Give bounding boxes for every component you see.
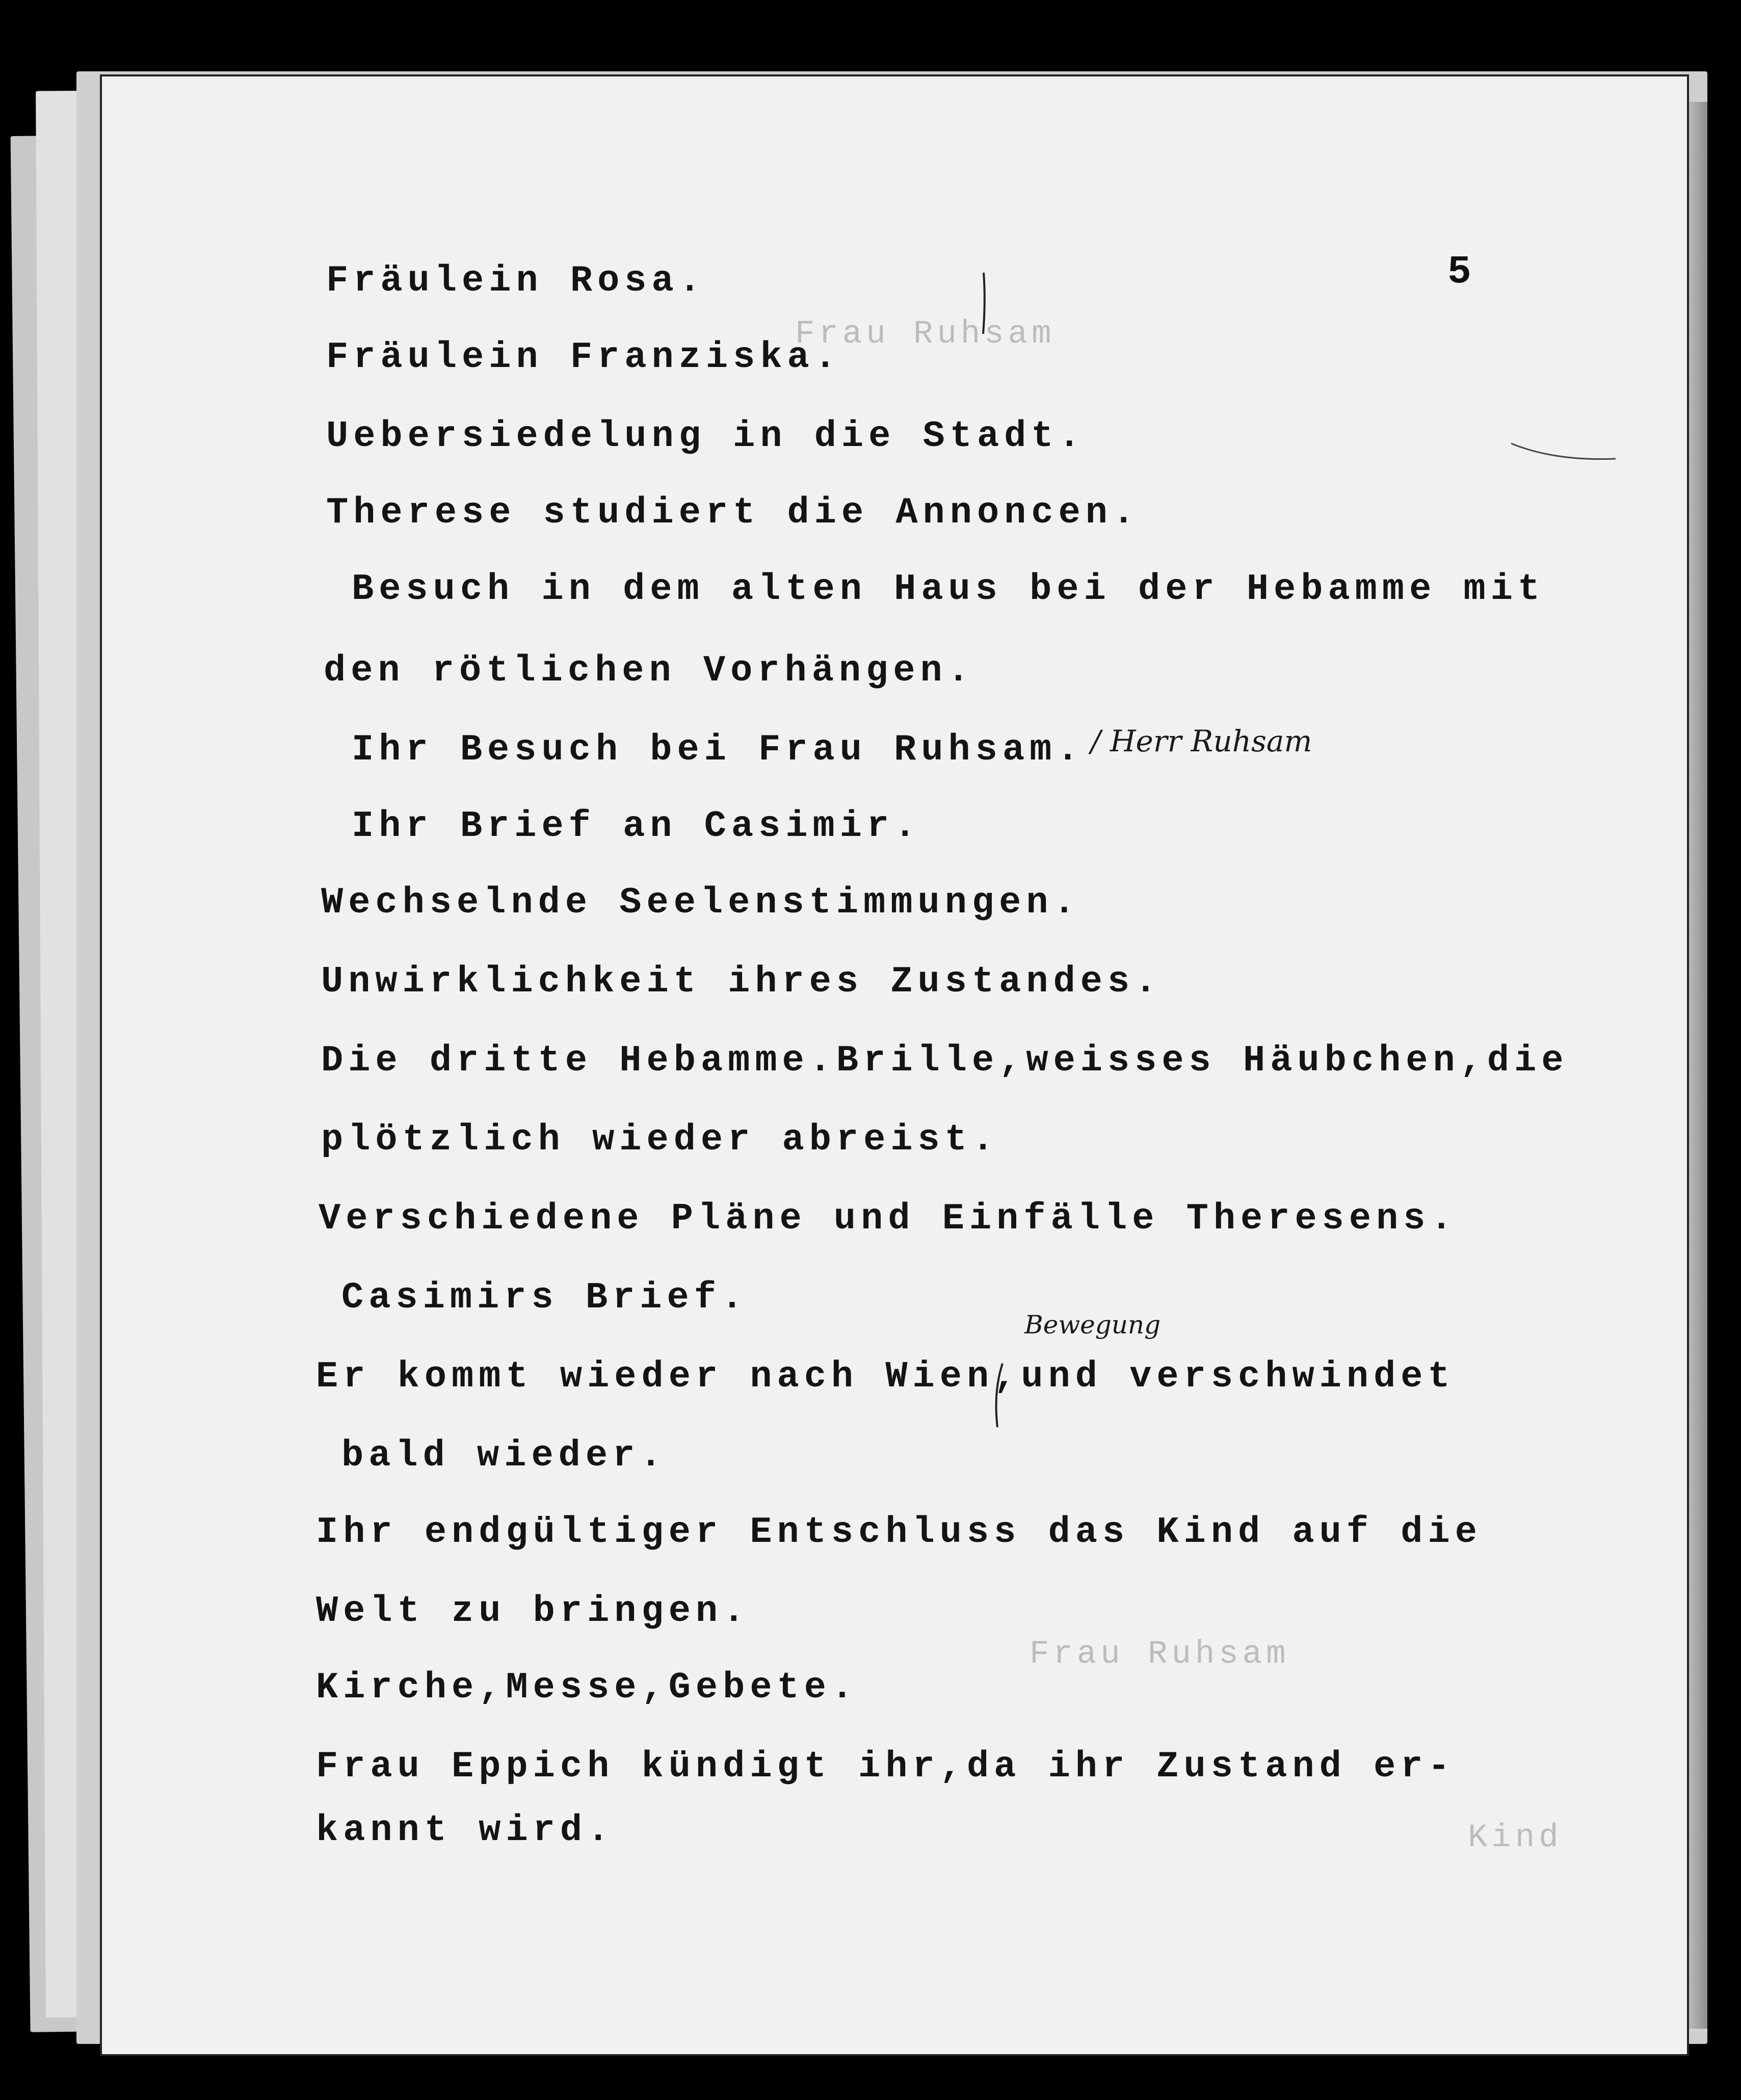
typed-line: Ihr Brief an Casimir. bbox=[352, 805, 921, 847]
typed-line: den rötlichen Vorhängen. bbox=[324, 650, 974, 692]
typed-line: Unwirklichkeit ihres Zustandes. bbox=[321, 961, 1162, 1003]
typescript-page bbox=[102, 76, 1687, 2054]
paper-edge bbox=[1687, 102, 1707, 2029]
typed-line: Wechselnde Seelenstimmungen. bbox=[321, 882, 1080, 924]
pencil-mark bbox=[1509, 433, 1621, 464]
typed-line: Uebersiedelung in die Stadt. bbox=[326, 415, 1086, 457]
typed-line: Die dritte Hebamme.Brille,weisses Häubchen,die bbox=[321, 1040, 1569, 1082]
typed-line: Welt zu bringen. bbox=[316, 1590, 750, 1632]
show-through-text: Kind bbox=[1468, 1820, 1563, 1856]
typed-line: bald wieder. bbox=[341, 1435, 667, 1477]
pencil-mark bbox=[979, 270, 989, 336]
typed-line: Kirche,Messe,Gebete. bbox=[316, 1667, 859, 1709]
typed-line: plötzlich wieder abreist. bbox=[321, 1119, 999, 1161]
typed-line: Fräulein Franziska. bbox=[326, 336, 841, 378]
typed-line: Fräulein Rosa. bbox=[326, 260, 706, 302]
typed-line: Ihr endgültiger Entschluss das Kind auf die bbox=[316, 1511, 1482, 1553]
show-through-text: Frau Ruhsam bbox=[795, 316, 1056, 353]
typed-line: Besuch in dem alten Haus bei der Hebamme mit bbox=[352, 568, 1545, 610]
typed-line: kannt wird. bbox=[316, 1809, 615, 1851]
page-number: 5 bbox=[1447, 250, 1471, 295]
typed-line: Frau Eppich kündigt ihr,da ihr Zustand er- bbox=[316, 1746, 1455, 1788]
typed-line: Therese studiert die Annoncen. bbox=[326, 492, 1140, 534]
handwritten-annotation: / Herr Ruhsam bbox=[1091, 724, 1312, 758]
show-through-text: Frau Ruhsam bbox=[1030, 1636, 1290, 1673]
pencil-mark bbox=[991, 1361, 1007, 1432]
typed-line: Casimirs Brief. bbox=[341, 1277, 749, 1319]
typed-line: Ihr Besuch bei Frau Ruhsam. bbox=[352, 729, 1084, 771]
handwritten-annotation: Bewegung bbox=[1024, 1310, 1161, 1340]
typed-line: Verschiedene Pläne und Einfälle Theresens. bbox=[319, 1198, 1458, 1240]
typed-line: Er kommt wieder nach Wien,und verschwindet bbox=[316, 1356, 1455, 1398]
